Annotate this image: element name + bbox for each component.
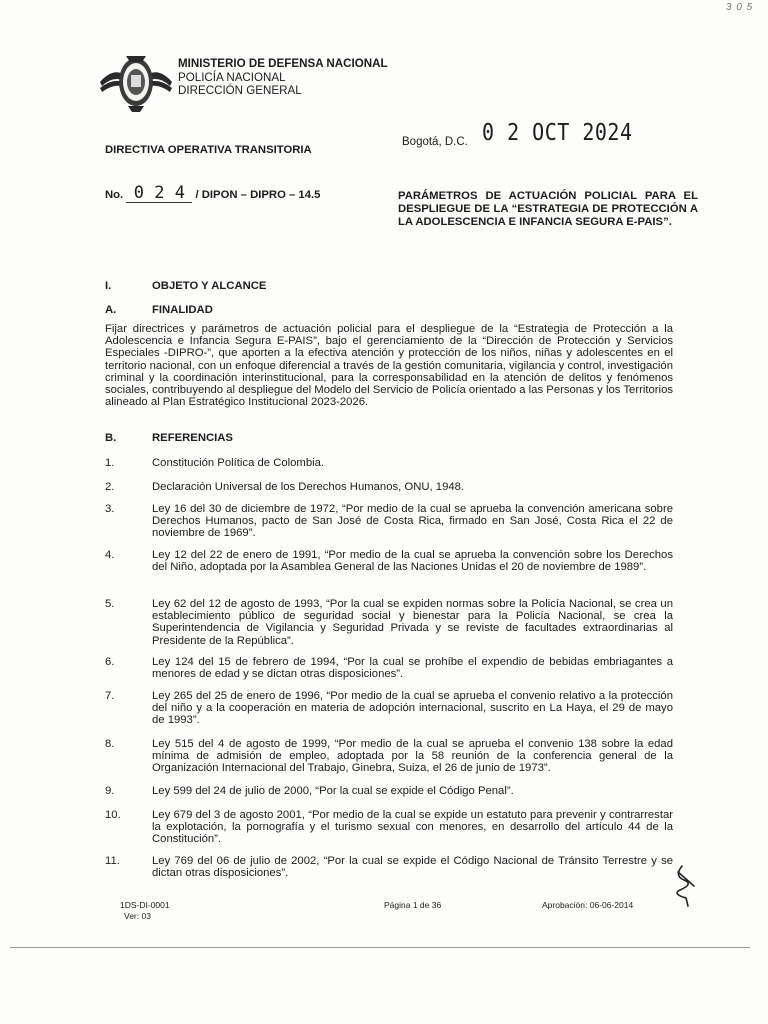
footer-doc-code: 1DS-DI-0001 <box>120 900 170 910</box>
date-city: Bogotá, D.C. <box>402 136 468 148</box>
number-suffix: / DIPON – DIPRO – 14.5 <box>195 189 321 201</box>
page-corner-mark: 3 0 5 <box>726 2 754 13</box>
ministry-name: MINISTERIO DE DEFENSA NACIONAL <box>178 57 388 70</box>
reference-text: Ley 62 del 12 de agosto de 1993, “Por la cual se expiden normas sobre la Policía Nacional, se crea un establecimiento público de seguridad social y bienestar para la Policía Nacional, se crea la Superintendencia de Vigilancia y Seguridad Privada y se reviste de facultades extraordinarias al Presidente de la República”. <box>152 598 673 647</box>
reference-text: Ley 12 del 22 de enero de 1991, “Por medio de la cual se aprueba la convención sobre los Derechos del Niño, adoptada por la Asamblea General de las Naciones Unidas el 20 de noviembre de 1989”. <box>152 549 673 574</box>
footer-page-number: Página 1 de 36 <box>384 900 442 910</box>
reference-item <box>105 503 673 540</box>
reference-number: 5. <box>105 598 115 610</box>
reference-text: Ley 599 del 24 de julio de 2000, “Por la cual se expide el Código Penal”. <box>152 785 514 797</box>
reference-item <box>105 656 673 680</box>
institution-header <box>178 57 388 98</box>
reference-number: 8. <box>105 738 115 750</box>
directive-subject: PARÁMETROS DE ACTUACIÓN POLICIAL PARA EL DESPLIEGUE DE LA “ESTRATEGIA DE PROTECCIÓN A LA ADOLESCENCIA E INFANCIA SEGURA E-PAIS”. <box>398 190 698 228</box>
reference-number: 11. <box>105 855 120 867</box>
reference-item <box>105 785 673 797</box>
reference-text: Ley 124 del 15 de febrero de 1994, “Por la cual se prohíbe el expendio de bebidas embriagantes a menores de edad y se dictan otras disposiciones”. <box>152 656 673 681</box>
direction-name: DIRECCIÓN GENERAL <box>178 84 302 98</box>
reference-item <box>105 549 673 573</box>
reference-number: 4. <box>105 549 115 561</box>
reference-text: Declaración Universal de los Derechos Humanos, ONU, 1948. <box>152 481 465 493</box>
page-bottom-divider <box>10 947 750 948</box>
reference-item <box>105 481 673 493</box>
reference-text: Ley 679 del 3 de agosto 2001, “Por medio de la cual se expide un estatuto para prevenir y contrarrestar la explotación, la pornografía y el turismo sexual con menores, en desarrollo del artículo 44 de la Constitución”. <box>152 809 673 846</box>
reference-number: 6. <box>105 656 115 668</box>
reference-text: Ley 515 del 4 de agosto de 1999, “Por medio de la cual se aprueba el convenio 138 sobre la edad mínima de admisión de empleo, adoptada por la 58 reunión de la conferencia general de la Organización Internacional del Trabajo, Ginebra, Suiza, el 26 de junio de 1973”. <box>152 738 673 775</box>
reference-number: 7. <box>105 690 115 702</box>
reference-item <box>105 457 673 469</box>
directive-title: DIRECTIVA OPERATIVA TRANSITORIA <box>105 144 312 156</box>
reference-text: Ley 16 del 30 de diciembre de 1972, “Por medio de la cual se aprueba la convención americana sobre Derechos Humanos, pacto de San José de Costa Rica, firmado en San José, Costa Rica el 22 de noviembre de 1969”. <box>152 503 673 540</box>
section-title: REFERENCIAS <box>152 432 233 444</box>
reference-number: 2. <box>105 481 115 493</box>
reference-text: Ley 265 del 25 de enero de 1996, “Por medio de la cual se aprueba el convenio relativo a la protección del niño y a la cooperación en materia de adopción internacional, suscrito en La Haya, el 29 de mayo de 1993”. <box>152 690 673 727</box>
date-value: 0 2 OCT 2024 <box>482 118 633 146</box>
police-name: POLICÍA NACIONAL <box>178 70 286 84</box>
reference-item <box>105 738 673 775</box>
footer-version: Ver: 03 <box>124 911 151 921</box>
section-label: A. <box>105 304 117 316</box>
section-title: FINALIDAD <box>152 304 213 316</box>
reference-number: 9. <box>105 785 115 797</box>
section-label: I. <box>105 280 112 292</box>
reference-item <box>105 855 673 879</box>
handwritten-initial-mark <box>664 862 704 908</box>
reference-item <box>105 809 673 846</box>
number-prefix: No. <box>105 189 124 201</box>
reference-item <box>105 598 673 647</box>
footer-approval-date: Aprobación: 06-06-2014 <box>542 900 634 910</box>
reference-item <box>105 690 673 727</box>
directive-number <box>105 185 320 203</box>
finalidad-paragraph: Fijar directrices y parámetros de actuación policial para el despliegue de la “Estrategia de Protección a la Adolescencia e Infancia Segura E-PAIS”, bajo el gerenciamiento de la “Dirección de Protección y Servicios Especiales -DIPRO-”, que aporten a la efectiva atención y protección de los niños, niñas y adolescentes en el territorio nacional, con un enfoque diferencial a través de la gestión comunitaria, vigilancia y control, investigación criminal y la coordinación interinstitucional, para la corresponsabilidad en la atención de delitos y fenómenos sociales, contribuyendo al despliegue del Modelo del Servicio de Policía orientado a las Personas y los Territorios alineado al Plan Estratégico Institucional 2023-2026. <box>105 323 673 409</box>
reference-number: 10. <box>105 809 121 821</box>
number-value: 0 2 4 <box>126 185 192 203</box>
section-label: B. <box>105 432 117 444</box>
reference-number: 1. <box>105 457 115 469</box>
section-title: OBJETO Y ALCANCE <box>152 280 267 292</box>
reference-number: 3. <box>105 503 115 515</box>
police-crest-logo <box>98 50 174 114</box>
reference-text: Ley 769 del 06 de julio de 2002, “Por la cual se expide el Código Nacional de Tránsito Terrestre y se dictan otras disposiciones”. <box>152 855 673 880</box>
reference-text: Constitución Política de Colombia. <box>152 457 325 469</box>
